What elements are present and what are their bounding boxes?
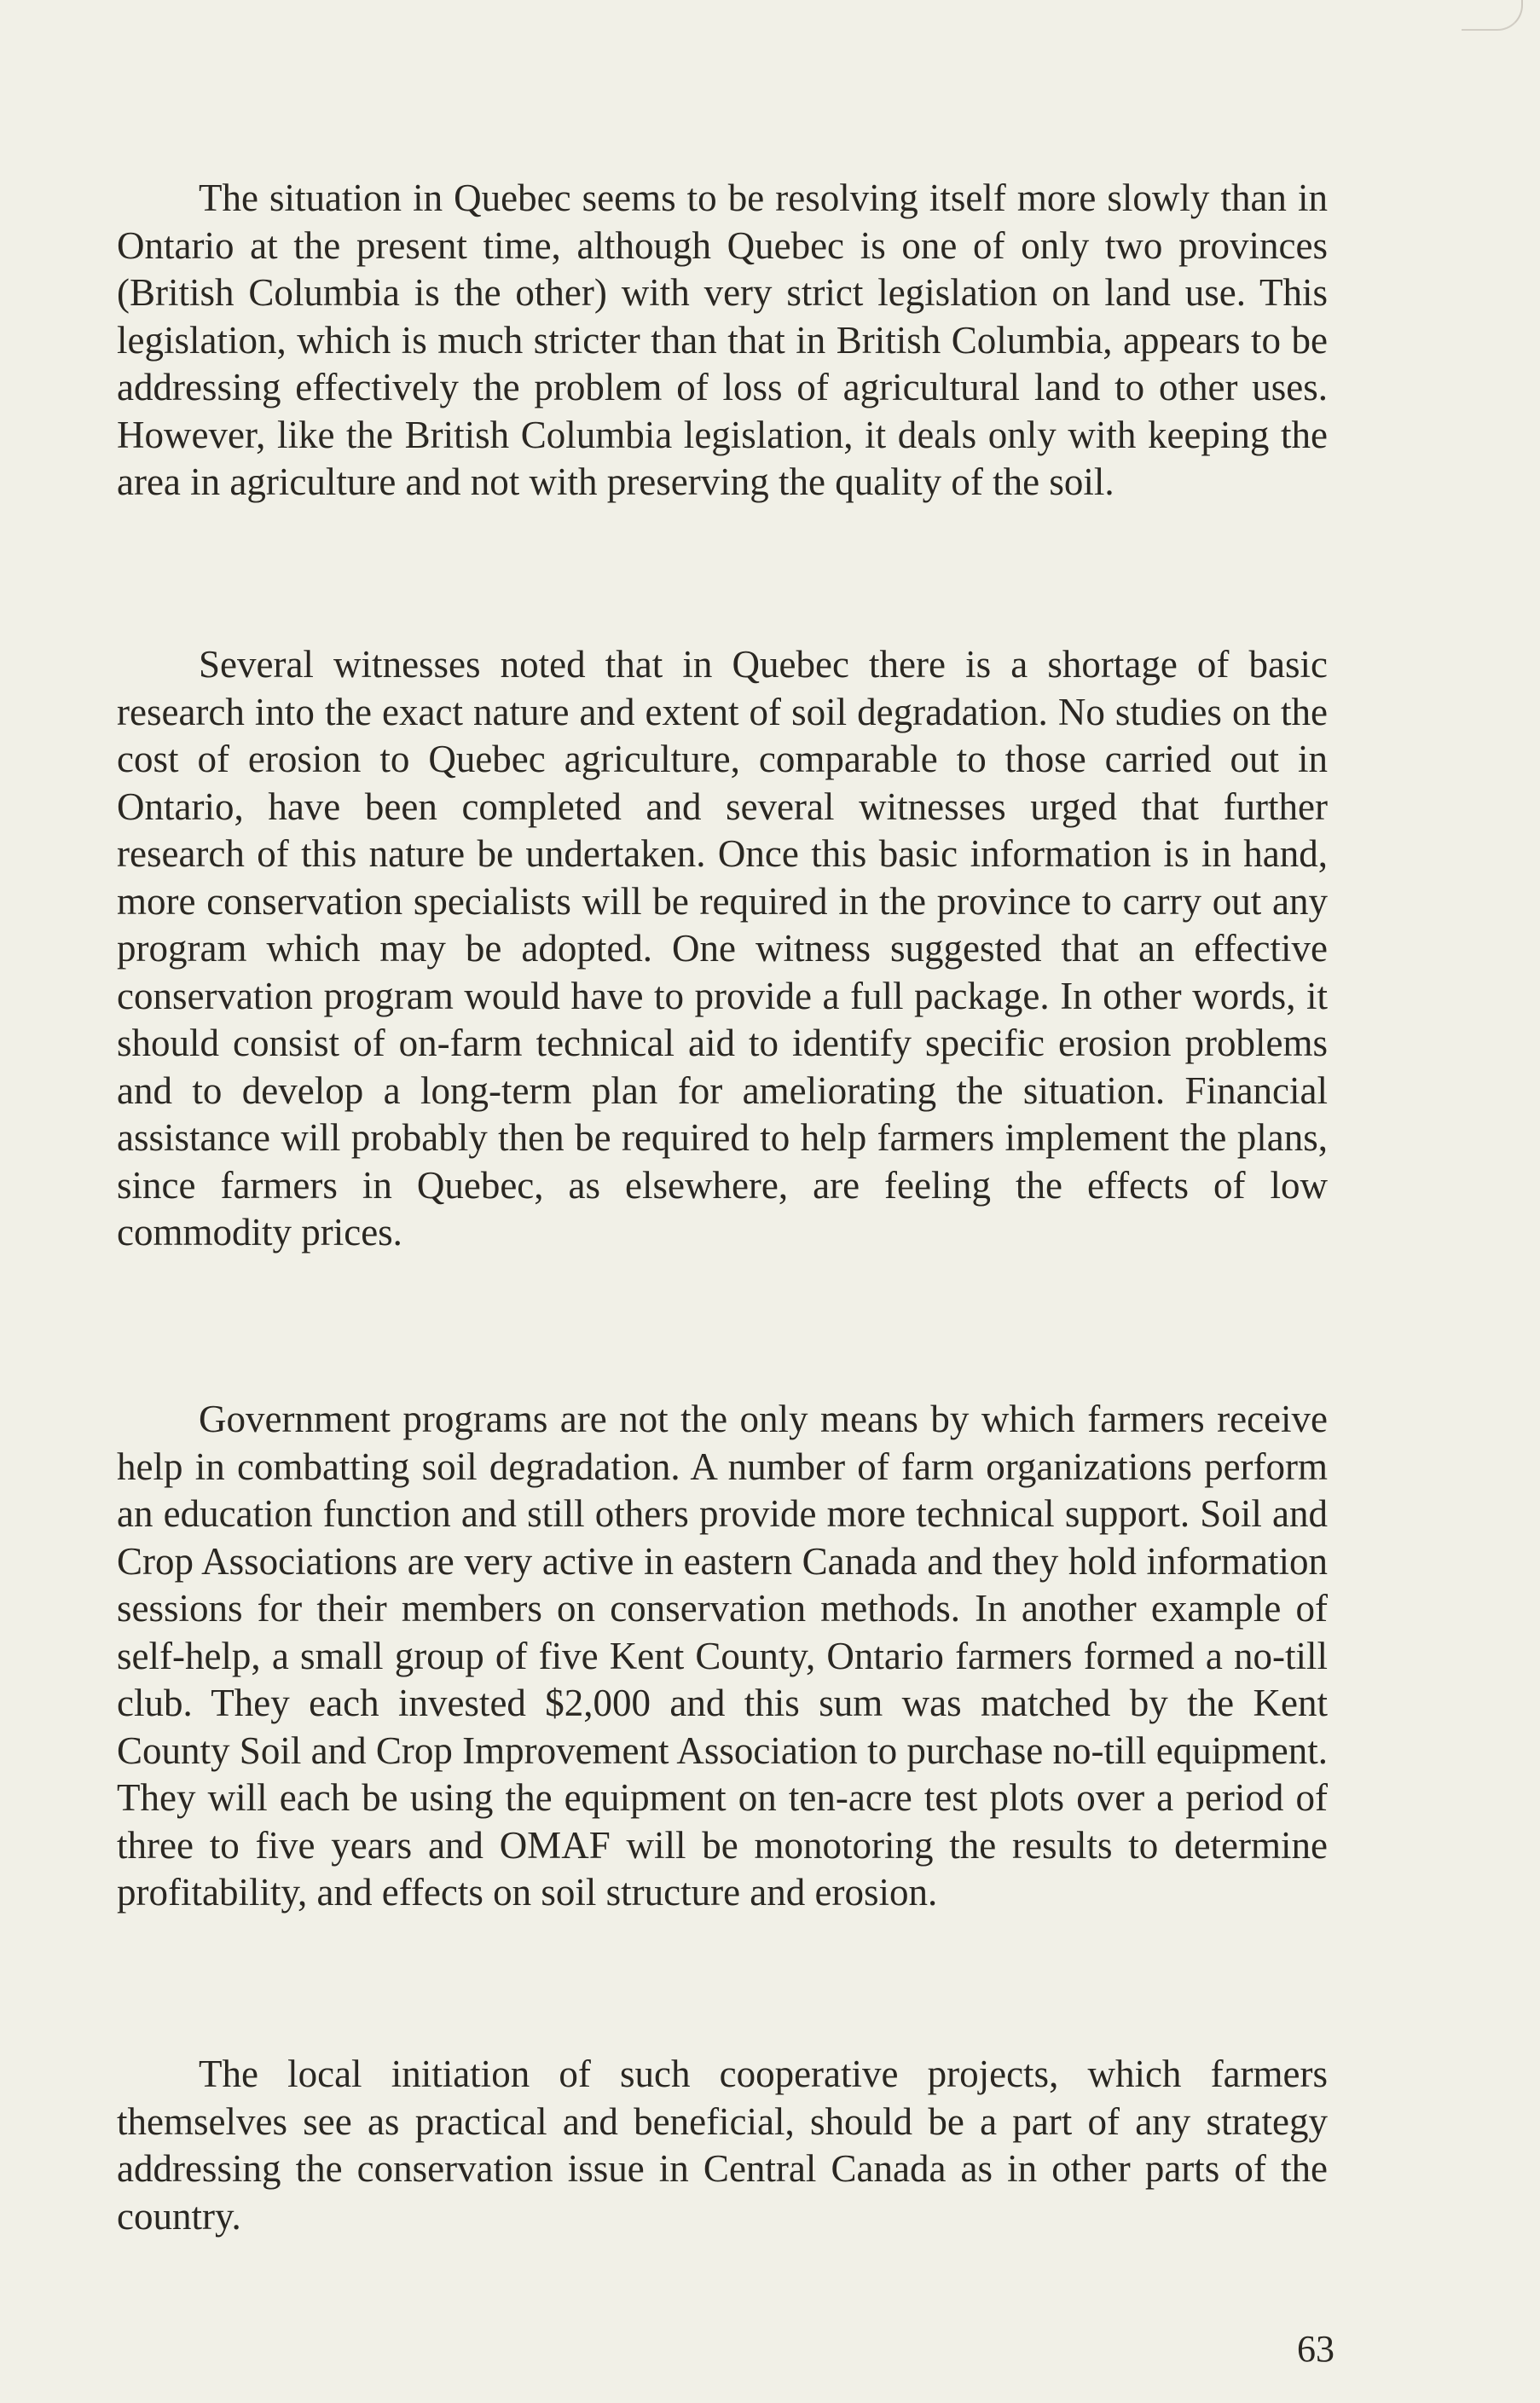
paragraph-local-initiation: The local initiation of such cooperative projects, which farmers themselves see as practical and beneficial, should be a part of any strategy addressing the conservation issue in Central Canada as in other parts of the country. [117, 2053, 1328, 2238]
paragraph-witnesses-research: Several witnesses noted that in Quebec there is a shortage of basic research into the exact nature and extent of soil degradation. No studies on the cost of erosion to Quebec agriculture, comparable to those carried out in Ontario, have been completed and several witnesses urged that further research of this nature be undertaken. Once this basic information is in hand, more conservation specialists will be required in the province to carry out any program which may be adopted. One witness suggested that an effective conservation program would have to provide a full package. In other words, it should consist of on-farm technical aid to identify specific erosion problems and to develop a long-term plan for ameliorating the situation. Financial assistance will probably then be required to help farmers implement the plans, since farmers in Quebec, as elsewhere, are feeling the effects of low commodity prices. [117, 643, 1328, 1254]
paragraph-government-programs: Government programs are not the only means by which farmers receive help in combatting soil degradation. A number of farm organizations perform an education function and still others provide more technical support. Soil and Crop Associations are very active in eastern Canada and they hold information sessions for their members on conservation methods. In another example of self-help, a small group of five Kent County, Ontario farmers formed a no-till club. They each invested $2,000 and this sum was matched by the Kent County Soil and Crop Improvement Association to purchase no-till equipment. They will each be using the equipment on ten-acre test plots over a period of three to five years and OMAF will be monotoring the results to determine profitability, and effects on soil structure and erosion. [117, 1398, 1328, 1914]
page-number: 63 [1297, 2328, 1334, 2370]
corner-scan-mark [1462, 0, 1523, 31]
paragraph-quebec-situation: The situation in Quebec seems to be resolving itself more slowly than in Ontario at the present time, although Quebec is one of only two provinces (British Columbia is the other) with very strict legislation on land use. This legislation, which is much stricter than that in British Columbia, appears to be addressing effectively the problem of loss of agricultural land to other uses. However, like the British Columbia legislation, it deals only with keeping the area in agriculture and not with preserving the quality of the soil. [117, 177, 1328, 503]
